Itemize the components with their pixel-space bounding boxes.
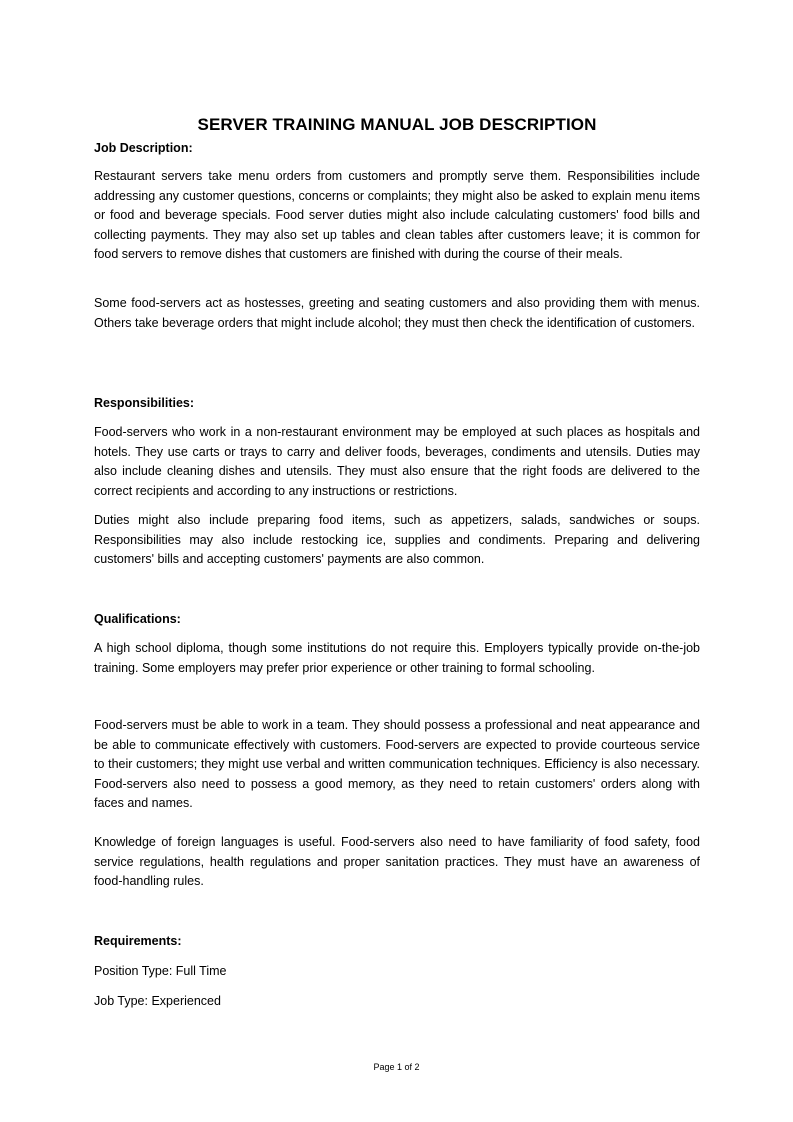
- document-title: SERVER TRAINING MANUAL JOB DESCRIPTION: [197, 115, 597, 134]
- qualifications-paragraph-2: Food-servers must be able to work in a team. They should possess a professional and neat appearance and be able to communicate effectively with customers. Food-servers are expected to provide courteous service to their customers; they might use verbal and written communication techniques. Efficiency is also necessary. Food-servers also need to possess a good memory, as they need to retain customers' orders along with faces and names.: [94, 718, 700, 810]
- section-heading-requirements: Requirements:: [94, 934, 182, 948]
- job-type-line: Job Type: Experienced: [94, 994, 221, 1008]
- job-description-paragraph-2: Some food-servers act as hostesses, greeting and seating customers and also providing them with menus. Others take beverage orders that might include alcohol; they must then check the identification of customers.: [94, 296, 700, 330]
- responsibilities-paragraph-2: Duties might also include preparing food items, such as appetizers, salads, sandwiches or soups. Responsibilities may also include restocking ice, supplies and condiments. Preparing and delivering customers' bills and accepting customers' payments are also common.: [94, 513, 700, 566]
- section-heading-qualifications: Qualifications:: [94, 612, 181, 626]
- job-description-paragraph-1: Restaurant servers take menu orders from customers and promptly serve them. Responsibilities include addressing any customer questions, concerns or complaints; they might also be asked to explain menu items or food and beverage specials. Food server duties might also include calculating customers' food bills and collecting payments. They may also set up tables and clean tables after customers leave; it is common for food servers to remove dishes that customers are finished with during the course of their meals.: [94, 169, 700, 261]
- section-heading-responsibilities: Responsibilities:: [94, 396, 195, 410]
- qualifications-paragraph-1: A high school diploma, though some institutions do not require this. Employers typically provide on-the-job training. Some employers may prefer prior experience or other training to formal schooling.: [94, 641, 700, 675]
- section-heading-job-description: Job Description:: [94, 141, 193, 155]
- qualifications-paragraph-3: Knowledge of foreign languages is useful. Food-servers also need to have familiarity of food safety, food service regulations, health regulations and proper sanitation practices. They must have an awareness of food-handling rules.: [94, 835, 700, 888]
- page-number-footer: Page 1 of 2: [373, 1062, 420, 1072]
- responsibilities-paragraph-1: Food-servers who work in a non-restaurant environment may be employed at such places as hospitals and hotels. They use carts or trays to carry and deliver foods, beverages, condiments and utensils. Duties may also include cleaning dishes and utensils. They must also ensure that the right foods are delivered to the correct recipients and according to any instructions or restrictions.: [94, 425, 700, 498]
- position-type-line: Position Type: Full Time: [94, 964, 227, 978]
